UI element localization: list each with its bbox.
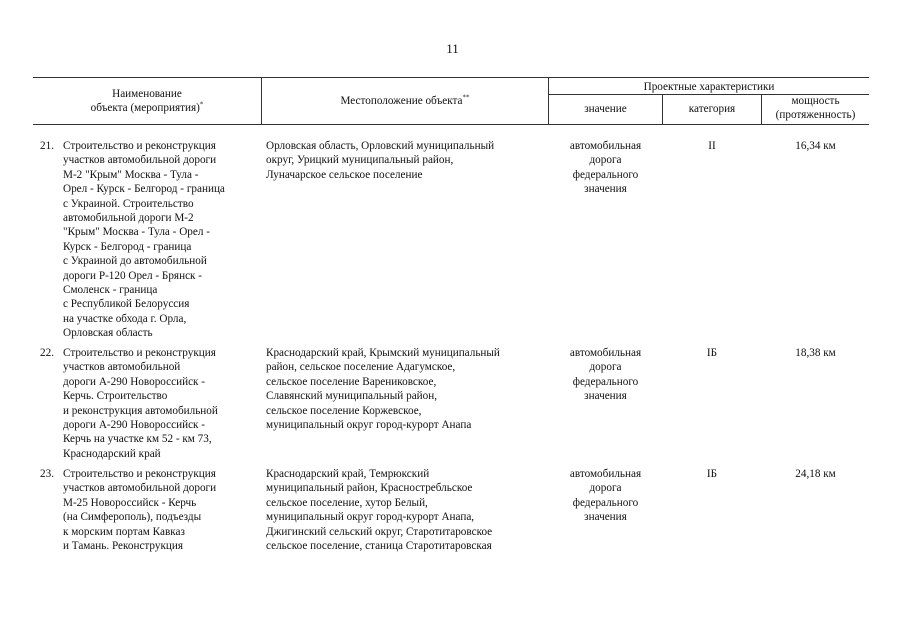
cell-line: Орловская область xyxy=(63,327,153,340)
cell-line: Строительство и реконструкция xyxy=(63,347,216,359)
cell-line: сельское поселение, хутор Белый, xyxy=(266,496,428,509)
row-power: 24,18 км xyxy=(795,468,836,480)
cell-line: с Украиной. Строительство xyxy=(63,197,194,210)
header-power-line2: (протяженность) xyxy=(775,109,856,122)
header-location-text: Местоположение объекта xyxy=(340,95,463,107)
header-object-name-line1: Наименование xyxy=(112,88,182,100)
row-location xyxy=(266,139,548,182)
header-top-rule xyxy=(33,77,869,78)
cell-line: дорога xyxy=(589,154,622,167)
cell-line: Орловская область, Орловский муниципальный xyxy=(266,140,495,152)
cell-line: район, сельское поселение Адагумское, xyxy=(266,361,456,374)
cell-line: дороги Р-120 Орел - Брянск - xyxy=(63,269,202,282)
header-category: категория xyxy=(688,103,736,115)
header-power-line1: мощность xyxy=(791,95,840,107)
header-bottom-rule xyxy=(33,124,869,125)
row-location xyxy=(266,467,548,553)
cell-line: значения xyxy=(584,390,627,403)
header-location xyxy=(262,94,548,108)
cell-line: участков автомобильной дороги xyxy=(63,154,217,167)
cell-line: с Республикой Белоруссия xyxy=(63,298,190,311)
row-value xyxy=(549,467,662,525)
cell-line: М-25 Новороссийск - Керчь xyxy=(63,496,197,509)
row-value xyxy=(549,346,662,404)
cell-line: Славянский муниципальный район, xyxy=(266,390,438,403)
cell-line: М-2 "Крым" Москва - Тула - xyxy=(63,168,199,181)
cell-line: участков автомобильной дороги xyxy=(63,482,217,495)
cell-line: дорога xyxy=(589,482,622,495)
row-power: 18,38 км xyxy=(795,347,836,359)
cell-line: дороги А-290 Новороссийск - xyxy=(63,419,205,432)
cell-line: Орел - Курск - Белгород - граница xyxy=(63,183,225,196)
cell-line: Краснодарский край, Крымский муниципальный xyxy=(266,347,500,359)
cell-line: на участке обхода г. Орла, xyxy=(63,312,187,325)
row-number: 23. xyxy=(40,468,54,480)
cell-line: и реконструкция автомобильной xyxy=(63,404,218,417)
cell-line: дороги А-290 Новороссийск - xyxy=(63,375,205,388)
cell-line: Краснодарский край, Темрюкский xyxy=(266,468,430,480)
cell-line: значения xyxy=(584,511,627,524)
cell-line: Строительство и реконструкция xyxy=(63,468,216,480)
row-object-name xyxy=(63,346,259,461)
row-object-name xyxy=(63,139,259,341)
cell-line: автомобильная xyxy=(569,140,642,152)
cell-line: автомобильная xyxy=(569,347,642,359)
row-value xyxy=(549,139,662,197)
cell-line: Смоленск - граница xyxy=(63,284,158,297)
cell-line: сельское поселение, станица Старотитаровская xyxy=(266,540,492,553)
cell-line: и Тамань. Реконструкция xyxy=(63,540,184,553)
header-location-footnote-mark: ** xyxy=(462,93,470,102)
cell-line: с Украиной до автомобильной xyxy=(63,255,207,268)
cell-line: Луначарское сельское поселение xyxy=(266,168,423,181)
cell-line: Краснодарский край xyxy=(63,447,161,460)
row-location xyxy=(266,346,548,432)
header-object-name-footnote-mark: * xyxy=(199,100,204,109)
cell-line: автомобильной дороги М-2 xyxy=(63,212,194,225)
cell-line: муниципальный район, Красностребльское xyxy=(266,482,473,495)
cell-line: участков автомобильной xyxy=(63,361,181,374)
cell-line: Строительство и реконструкция xyxy=(63,140,216,152)
header-project-characteristics: Проектные характеристики xyxy=(643,81,775,93)
row-category: IБ xyxy=(706,347,718,359)
row-category: IБ xyxy=(706,468,718,480)
cell-line: сельское поселение Варениковское, xyxy=(266,375,437,388)
cell-line: автомобильная xyxy=(569,468,642,480)
cell-line: Керчь на участке км 52 - км 73, xyxy=(63,433,212,446)
cell-line: Джигинский сельский округ, Старотитаровское xyxy=(266,525,493,538)
row-object-name xyxy=(63,467,259,553)
cell-line: "Крым" Москва - Тула - Орел - xyxy=(63,226,210,239)
cell-line: федерального xyxy=(572,168,639,181)
cell-line: Керчь. Строительство xyxy=(63,390,168,403)
cell-line: федерального xyxy=(572,496,639,509)
cell-line: дорога xyxy=(589,361,622,374)
cell-line: сельское поселение Коржевское, xyxy=(266,404,422,417)
row-power: 16,34 км xyxy=(795,140,836,152)
cell-line: муниципальный округ город-курорт Анапа, xyxy=(266,511,475,524)
cell-line: округ, Урицкий муниципальный район, xyxy=(266,154,454,167)
header-object-name-line2 xyxy=(33,101,261,115)
cell-line: значения xyxy=(584,183,627,196)
page-number: 11 xyxy=(446,41,459,56)
cell-line: муниципальный округ город-курорт Анапа xyxy=(266,419,472,432)
row-number: 21. xyxy=(40,140,54,152)
cell-line: Курск - Белгород - граница xyxy=(63,240,192,253)
header-power xyxy=(762,94,869,123)
cell-line: к морским портам Кавказ xyxy=(63,525,185,538)
header-value: значение xyxy=(584,103,627,115)
cell-line: (на Симферополь), подъезды xyxy=(63,511,202,524)
row-number: 22. xyxy=(40,347,54,359)
cell-line: федерального xyxy=(572,375,639,388)
header-object-name-text: объекта (мероприятия) xyxy=(90,102,200,115)
header-object-name xyxy=(33,87,261,116)
row-category: II xyxy=(708,140,716,152)
